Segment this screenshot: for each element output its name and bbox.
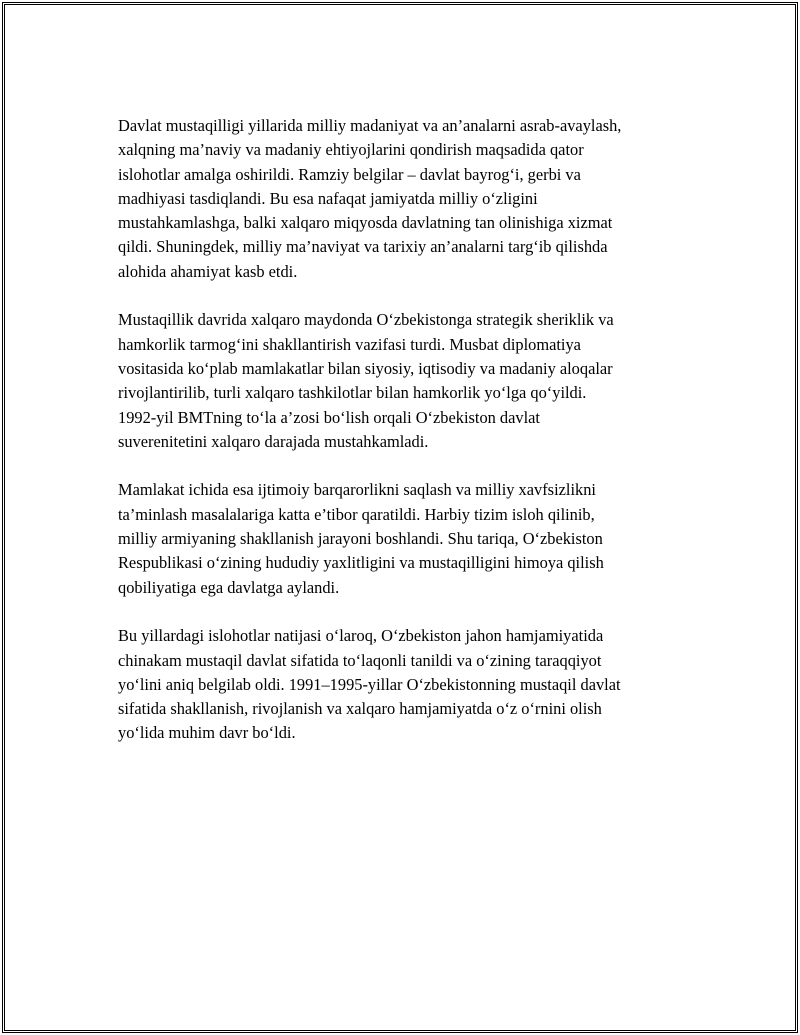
text-line: madhiyasi tasdiqlandi. Bu esa nafaqat jamiyatda milliy o‘zligini <box>118 188 538 208</box>
paragraph-3 <box>118 478 698 599</box>
text-line: suverenitetini xalqaro darajada mustahkamladi. <box>118 431 429 451</box>
text-line: islohotlar amalga oshirildi. Ramziy belgilar – davlat bayrog‘i, gerbi va <box>118 164 581 184</box>
text-line: alohida ahamiyat kasb etdi. <box>118 261 298 281</box>
document-body <box>118 114 698 770</box>
paragraph-1 <box>118 114 698 284</box>
text-line: Bu yillardagi islohotlar natijasi o‘laroq, O‘zbekiston jahon hamjamiyatida <box>118 626 604 646</box>
paragraph-2 <box>118 308 698 454</box>
paragraph-4 <box>118 624 698 745</box>
text-line: Respublikasi o‘zining hududiy yaxlitligini va mustaqilligini himoya qilish <box>118 553 604 573</box>
text-line: ta’minlash masalalariga katta e’tibor qaratildi. Harbiy tizim isloh qilinib, <box>118 504 595 524</box>
text-line: Mustaqillik davrida xalqaro maydonda O‘zbekistonga strategik sheriklik va <box>118 310 614 330</box>
text-line: mustahkamlashga, balki xalqaro miqyosda davlatning tan olinishiga xizmat <box>118 213 613 233</box>
text-line: xalqning ma’naviy va madaniy ehtiyojlarini qondirish maqsadida qator <box>118 140 584 160</box>
text-line: yo‘lini aniq belgilab oldi. 1991–1995-yillar O‘zbekistonning mustaqil davlat <box>118 674 621 694</box>
text-line: Mamlakat ichida esa ijtimoiy barqarorlikni saqlash va milliy xavfsizlikni <box>118 480 596 500</box>
text-line: vositasida ko‘plab mamlakatlar bilan siyosiy, iqtisodiy va madaniy aloqalar <box>118 358 613 378</box>
text-line: qobiliyatiga ega davlatga aylandi. <box>118 577 340 597</box>
text-line: Davlat mustaqilligi yillarida milliy madaniyat va an’analarni asrab-avaylash, <box>118 116 622 135</box>
text-line: yo‘lida muhim davr bo‘ldi. <box>118 723 296 743</box>
text-line: rivojlantirilib, turli xalqaro tashkilotlar bilan hamkorlik yo‘lga qo‘yildi. <box>118 383 587 403</box>
text-line: sifatida shakllanish, rivojlanish va xalqaro hamjamiyatda o‘z o‘rnini olish <box>118 699 602 719</box>
text-line: milliy armiyaning shakllanish jarayoni boshlandi. Shu tariqa, O‘zbekiston <box>118 529 603 549</box>
text-line: hamkorlik tarmog‘ini shakllantirish vazifasi turdi. Musbat diplomatiya <box>118 334 581 354</box>
text-line: qildi. Shuningdek, milliy ma’naviyat va tarixiy an’analarni targ‘ib qilishda <box>118 237 608 257</box>
text-line: chinakam mustaqil davlat sifatida to‘laqonli tanildi va o‘zining taraqqiyot <box>118 650 602 670</box>
text-line: 1992-yil BMTning to‘la a’zosi bo‘lish orqali O‘zbekiston davlat <box>118 407 540 427</box>
